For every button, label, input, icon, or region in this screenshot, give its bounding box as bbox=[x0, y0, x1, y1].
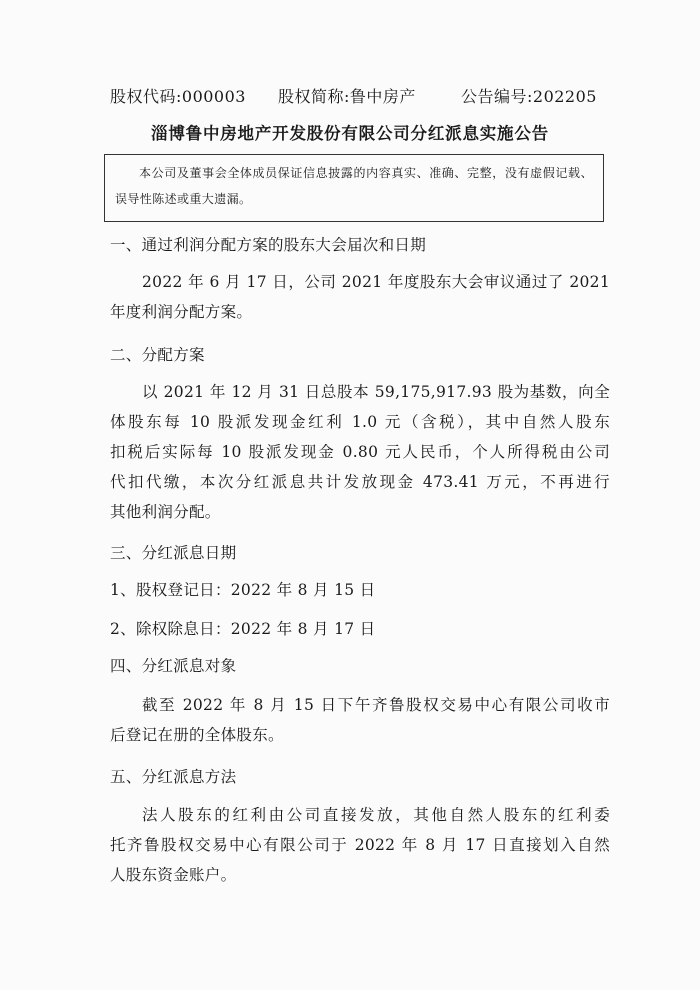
paragraph-line: 以 2021 年 12 月 31 日总股本 59,175,917.93 股为基数，向全 bbox=[142, 383, 610, 401]
section-2-paragraph bbox=[110, 377, 610, 527]
ex-dividend-date-item: 2、除权除息日：2022 年 8 月 17 日 bbox=[110, 620, 376, 638]
section-4-paragraph bbox=[110, 690, 610, 750]
document-header bbox=[110, 84, 610, 110]
section-5-heading: 五、分红派息方法 bbox=[110, 768, 237, 786]
section-2-heading: 二、分配方案 bbox=[110, 346, 205, 364]
paragraph-line: 扣税后实际每 10 股派发现金 0.80 元人民币，个人所得税由公司 bbox=[110, 443, 610, 461]
paragraph-line: 截至 2022 年 8 月 15 日下午齐鲁股权交易中心有限公司收市 bbox=[142, 696, 610, 714]
record-date-item: 1、股权登记日：2022 年 8 月 15 日 bbox=[110, 581, 376, 599]
section-4-heading: 四、分红派息对象 bbox=[110, 657, 237, 675]
paragraph-line: 人股东资金账户。 bbox=[110, 866, 237, 884]
notice-number: 公告编号:202205 bbox=[461, 87, 597, 106]
section-3-heading: 三、分红派息日期 bbox=[110, 544, 237, 562]
paragraph-line: 托齐鲁股权交易中心有限公司于 2022 年 8 月 17 日直接划入自然 bbox=[110, 836, 610, 854]
disclosure-notice-text: 本公司及董事会全体成员保证信息披露的内容真实、准确、完整，没有虚假记载、误导性陈述或重大遗漏。 bbox=[115, 166, 593, 206]
paragraph-line: 体股东每 10 股派发现金红利 1.0 元（含税），其中自然人股东 bbox=[110, 413, 610, 431]
stock-code: 股权代码:000003 bbox=[110, 87, 246, 106]
section-1-heading: 一、通过利润分配方案的股东大会届次和日期 bbox=[110, 236, 427, 254]
disclosure-notice-box bbox=[104, 154, 604, 222]
paragraph-line: 代扣代缴，本次分红派息共计发放现金 473.41 万元，不再进行 bbox=[110, 473, 610, 491]
paragraph-line: 法人股东的红利由公司直接发放，其他自然人股东的红利委 bbox=[142, 806, 610, 824]
section-5-paragraph bbox=[110, 800, 610, 890]
paragraph-line: 其他利润分配。 bbox=[110, 503, 221, 521]
paragraph-line: 2022 年 6 月 17 日，公司 2021 年度股东大会审议通过了 2021 bbox=[142, 273, 610, 291]
stock-abbreviation: 股权简称:鲁中房产 bbox=[278, 87, 416, 106]
section-1-paragraph bbox=[110, 267, 610, 327]
paragraph-line: 年度利润分配方案。 bbox=[110, 303, 253, 321]
paragraph-line: 后登记在册的全体股东。 bbox=[110, 726, 284, 744]
document-title: 淄博鲁中房地产开发股份有限公司分红派息实施公告 bbox=[151, 124, 549, 143]
